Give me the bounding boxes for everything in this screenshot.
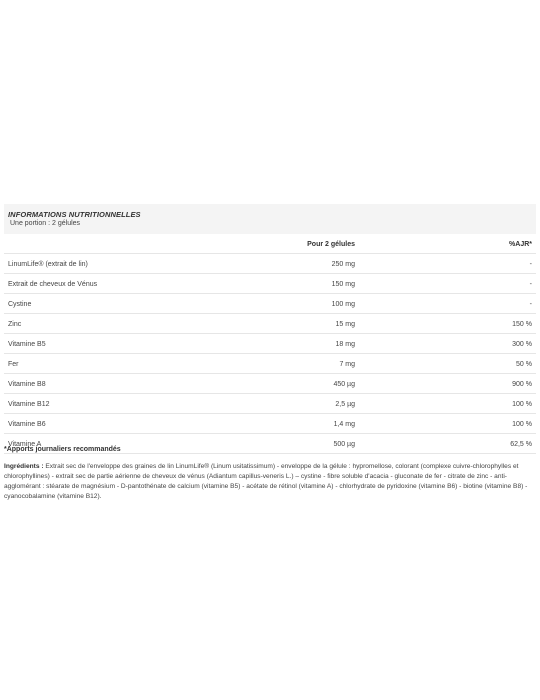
table-header-row: [4, 234, 536, 254]
ingredients-label: Ingrédients :: [4, 463, 44, 470]
column-header-ajr: %AJR*: [509, 241, 532, 248]
nutrient-name: Fer: [8, 361, 19, 368]
nutrient-name: Zinc: [8, 321, 22, 328]
serving-size: Une portion : 2 gélules: [10, 220, 81, 227]
table-row: [4, 254, 536, 274]
nutrient-ajr: 50 %: [516, 361, 532, 368]
nutrient-amount: 1,4 mg: [333, 421, 355, 428]
nutrient-name: Vitamine B8: [8, 381, 46, 388]
nutrient-ajr: 150 %: [512, 321, 532, 328]
nutrient-name: LinumLife® (extrait de lin): [8, 261, 88, 268]
table-row: [4, 354, 536, 374]
ingredients-text: [4, 462, 534, 502]
nutrient-ajr: 62,5 %: [510, 441, 532, 448]
nutrient-amount: 150 mg: [331, 281, 355, 288]
nutrient-amount: 18 mg: [335, 341, 355, 348]
nutrient-name: Extrait de cheveux de Vénus: [8, 281, 98, 288]
section-title: INFORMATIONS NUTRITIONNELLES: [8, 210, 141, 219]
nutrient-amount: 15 mg: [335, 321, 355, 328]
nutrient-ajr: -: [529, 301, 532, 308]
table-row: [4, 274, 536, 294]
nutrient-amount: 7 mg: [339, 361, 355, 368]
column-header-amount: Pour 2 gélules: [307, 241, 355, 248]
ingredients-list: Extrait sec de l'enveloppe des graines de lin LinumLife® (Linum usitatissimum) - enveloppe de la gélule : hypromellose, colorant (complexe cuivre-chlorophylles et chlorophyllines) - extrait sec de partie aérienne de cheveux de vénus (Adiantum capillus-veneris L.) – cystine - fibre soluble d'acacia - gluconate de fer - citrate de zinc - anti-agglomérant : stéarate de magnésium - D-pantothénate de calcium (vitamine B5) - acétate de rétinol (vitamine A) - chlorhydrate de pyridoxine (vitamine B6) - biotine (vitamine B8) - cyanocobalamine (vitamine B12).: [4, 463, 528, 500]
table-row: [4, 394, 536, 414]
table-row: [4, 414, 536, 434]
nutrient-name: Vitamine A: [8, 441, 42, 448]
table-row: [4, 294, 536, 314]
table-body: [4, 254, 536, 454]
nutrient-amount: 100 mg: [331, 301, 355, 308]
nutrition-header: [4, 204, 536, 234]
nutrient-name: Vitamine B6: [8, 421, 46, 428]
nutrient-ajr: -: [529, 281, 532, 288]
table-row: [4, 334, 536, 354]
nutrient-amount: 2,5 µg: [335, 401, 355, 408]
nutrient-amount: 250 mg: [331, 261, 355, 268]
nutrient-ajr: 300 %: [512, 341, 532, 348]
nutrition-panel: [4, 204, 536, 454]
table-row: [4, 314, 536, 334]
nutrient-ajr: 100 %: [512, 401, 532, 408]
footnote: *Apports journaliers recommandés: [4, 446, 121, 453]
nutrient-ajr: -: [529, 261, 532, 268]
nutrient-ajr: 900 %: [512, 381, 532, 388]
nutrient-name: Vitamine B5: [8, 341, 46, 348]
nutrient-name: Vitamine B12: [8, 401, 50, 408]
table-row: [4, 374, 536, 394]
nutrient-amount: 500 µg: [333, 441, 355, 448]
nutrient-amount: 450 µg: [333, 381, 355, 388]
nutrient-name: Cystine: [8, 301, 32, 308]
nutrient-ajr: 100 %: [512, 421, 532, 428]
